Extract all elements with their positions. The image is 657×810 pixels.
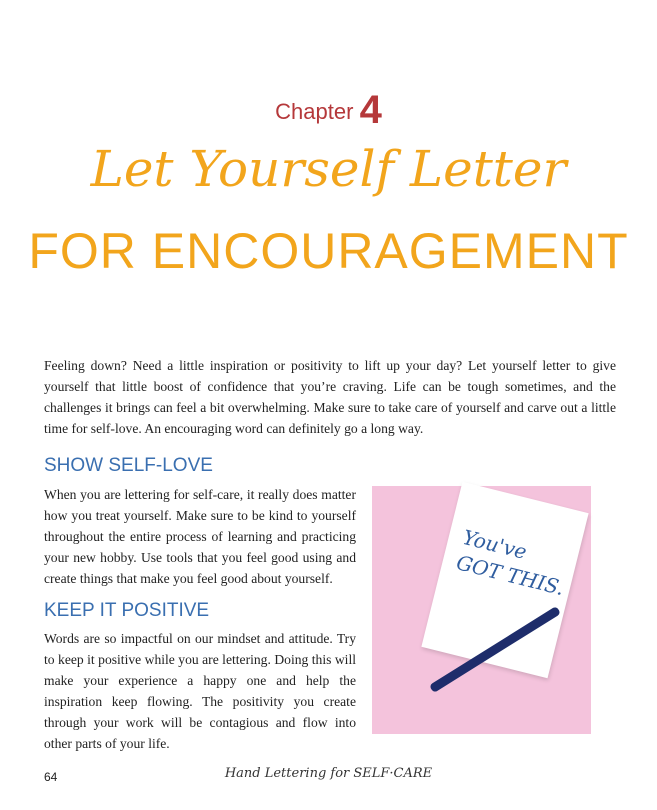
page-number: 64 [44, 770, 58, 784]
section-heading: SHOW SELF-LOVE [44, 455, 213, 476]
section-heading: KEEP IT POSITIVE [44, 600, 210, 621]
title-line-1: Let Yourself Letter [90, 140, 567, 198]
notebook-lettering: You've GOT THIS. [454, 524, 567, 601]
running-footer: Hand Lettering for SELF·CARE [224, 766, 433, 781]
intro-paragraph: Feeling down? Need a little inspiration or positivity to lift up your day? Let yourself letter to give yourself that little boost of confidence that you’re craving. Life can be tough sometimes, and the challenges it brings can feel a bit overwhelming. Make sure to take care of yourself and carve out a little time for self-love. An encouraging word can definitely go a long way. [44, 358, 616, 436]
section-body: Words are so impactful on our mindset and attitude. Try to keep it positive while you are lettering. Doing this will make your experience a happy one and help the inspiration keep flowing. The positivity you create through your work will be contagious and flow into other parts of your life. [44, 631, 356, 751]
title-line-2: FOR ENCOURAGEMENT [28, 223, 629, 279]
chapter-number: 4 [359, 88, 382, 132]
section-body: When you are lettering for self-care, it really does matter how you treat yourself. Make sure to be kind to yourself throughout the entire process of learning and practicing your new hobby. Use tools that you feel good using and create things that make you feel good about yourself. [44, 487, 356, 586]
chapter-label [0, 88, 657, 133]
chapter-word: Chapter [275, 99, 354, 124]
